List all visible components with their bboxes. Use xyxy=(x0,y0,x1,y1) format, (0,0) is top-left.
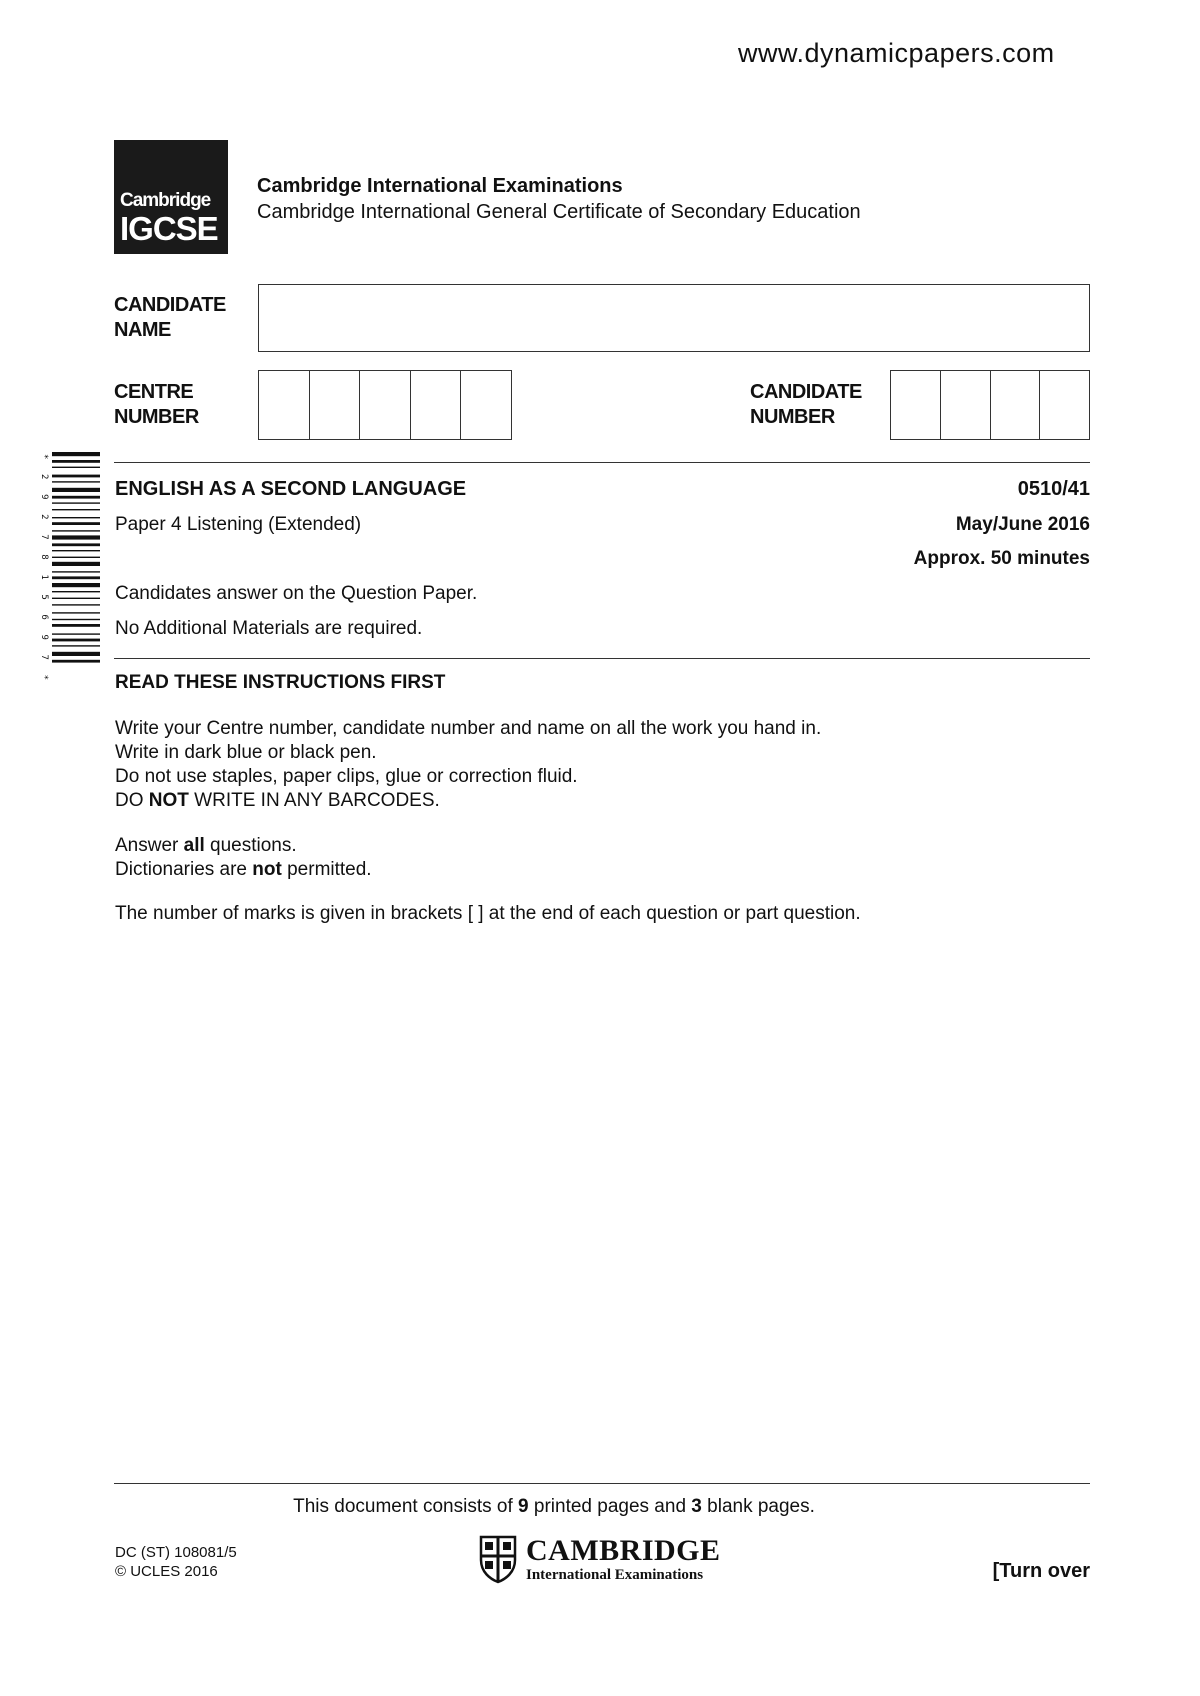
materials-note: No Additional Materials are required. xyxy=(115,618,423,639)
text: Answer xyxy=(115,835,184,856)
turn-over: [Turn over xyxy=(992,1560,1090,1582)
centre-number-label xyxy=(114,380,199,430)
barcode xyxy=(38,452,100,684)
barcode-bar xyxy=(52,481,100,482)
dc-code: DC (ST) 108081/5 xyxy=(115,1544,237,1561)
barcode-bar xyxy=(52,522,100,525)
logo-subtitle: International Examinations xyxy=(526,1567,704,1583)
barcode-bar xyxy=(52,652,100,656)
text: blank pages. xyxy=(701,1496,815,1517)
barcode-bar xyxy=(52,612,100,613)
barcode-bar xyxy=(52,550,100,551)
barcode-digits: *2927815697* xyxy=(39,454,49,680)
marks-note: The number of marks is given in brackets [ ] at the end of each question or part question. xyxy=(115,903,861,924)
barcode-bar xyxy=(52,660,100,663)
digit-box[interactable] xyxy=(360,371,411,439)
label-line: NAME xyxy=(114,319,171,341)
exam-session: May/June 2016 xyxy=(955,514,1090,535)
barcode-bar xyxy=(52,475,100,478)
barcode-bar xyxy=(52,639,100,642)
qualification: Cambridge International General Certificate of Secondary Education xyxy=(257,201,861,223)
digit-box[interactable] xyxy=(259,371,310,439)
page-count-note xyxy=(0,1496,1108,1518)
website-url: www.dynamicpapers.com xyxy=(738,38,1055,68)
instructions-heading: READ THESE INSTRUCTIONS FIRST xyxy=(115,672,446,693)
instructions-block-2 xyxy=(115,834,372,882)
text: questions. xyxy=(204,835,297,856)
barcode-bar xyxy=(52,460,100,463)
digit-box[interactable] xyxy=(1040,371,1089,439)
subject-title: ENGLISH AS A SECOND LANGUAGE xyxy=(115,478,467,500)
instruction-line xyxy=(115,789,821,813)
candidate-name-box[interactable] xyxy=(258,284,1090,352)
barcode-graphic xyxy=(38,452,100,684)
copyright: © UCLES 2016 xyxy=(115,1563,218,1580)
candidate-number-boxes[interactable] xyxy=(890,370,1090,440)
barcode-bar xyxy=(52,557,100,558)
barcode-bar xyxy=(52,624,100,627)
instruction-line: Write in dark blue or black pen. xyxy=(115,742,377,763)
text: DO xyxy=(115,790,149,811)
divider xyxy=(114,658,1090,659)
barcode-bar xyxy=(52,543,100,546)
centre-number-boxes[interactable] xyxy=(258,370,512,440)
emphasis: 9 xyxy=(518,1496,529,1517)
text: Dictionaries are xyxy=(115,859,253,880)
digit-box[interactable] xyxy=(991,371,1041,439)
instructions-block-1 xyxy=(115,717,821,813)
barcode-bar xyxy=(52,467,100,468)
logo-name: CAMBRIDGE xyxy=(526,1534,721,1567)
digit-box[interactable] xyxy=(310,371,361,439)
digit-box[interactable] xyxy=(891,371,941,439)
barcode-bar xyxy=(52,645,100,646)
barcode-bar xyxy=(52,562,100,566)
paper-name: Paper 4 Listening (Extended) xyxy=(115,514,362,535)
label-line: CANDIDATE xyxy=(114,294,226,316)
answer-note: Candidates answer on the Question Paper. xyxy=(115,583,478,604)
candidate-number-label xyxy=(750,380,862,430)
barcode-bar xyxy=(52,535,100,539)
barcode-bar xyxy=(52,619,100,620)
cambridge-logo xyxy=(478,1534,721,1584)
barcode-bar xyxy=(52,576,100,579)
barcode-bar xyxy=(52,598,100,599)
barcode-bar xyxy=(52,517,100,518)
candidate-name-label xyxy=(114,293,226,343)
exam-board: Cambridge International Examinations xyxy=(257,175,623,197)
emphasis: not xyxy=(252,859,282,880)
barcode-bar xyxy=(52,530,100,531)
instruction-line: Do not use staples, paper clips, glue or correction fluid. xyxy=(115,766,578,787)
digit-box[interactable] xyxy=(941,371,991,439)
label-line: CANDIDATE xyxy=(750,381,862,403)
barcode-bar xyxy=(52,604,100,605)
barcode-bar xyxy=(52,488,100,492)
logo-line-1: Cambridge xyxy=(120,190,211,211)
exam-duration: Approx. 50 minutes xyxy=(913,548,1090,569)
barcode-bar xyxy=(52,571,100,572)
instruction-line xyxy=(115,858,372,882)
divider xyxy=(114,462,1090,463)
digit-box[interactable] xyxy=(461,371,511,439)
label-line: CENTRE xyxy=(114,381,194,403)
barcode-bar xyxy=(52,509,100,510)
logo-line-2: IGCSE xyxy=(120,210,218,247)
barcode-bar xyxy=(52,452,100,456)
emphasis: 3 xyxy=(691,1496,702,1517)
digit-box[interactable] xyxy=(411,371,462,439)
document-reference xyxy=(115,1543,237,1581)
text: permitted. xyxy=(281,859,372,880)
barcode-bar xyxy=(52,591,100,592)
label-line: NUMBER xyxy=(750,406,835,428)
text: printed pages and xyxy=(528,1496,692,1517)
emphasis: all xyxy=(183,835,205,856)
barcode-bar xyxy=(52,496,100,499)
syllabus-code: 0510/41 xyxy=(1017,478,1090,500)
text: WRITE IN ANY BARCODES. xyxy=(188,790,440,811)
barcode-bar xyxy=(52,502,100,503)
label-line: NUMBER xyxy=(114,406,199,428)
cambridge-igcse-logo xyxy=(114,140,228,254)
crest-icon xyxy=(478,1534,518,1584)
text: This document consists of xyxy=(293,1496,519,1517)
divider xyxy=(114,1483,1090,1484)
instruction-line: Write your Centre number, candidate number and name on all the work you hand in. xyxy=(115,718,822,739)
barcode-bar xyxy=(52,633,100,634)
barcode-bar xyxy=(52,583,100,587)
instruction-line xyxy=(115,834,372,858)
emphasis: NOT xyxy=(148,790,189,811)
